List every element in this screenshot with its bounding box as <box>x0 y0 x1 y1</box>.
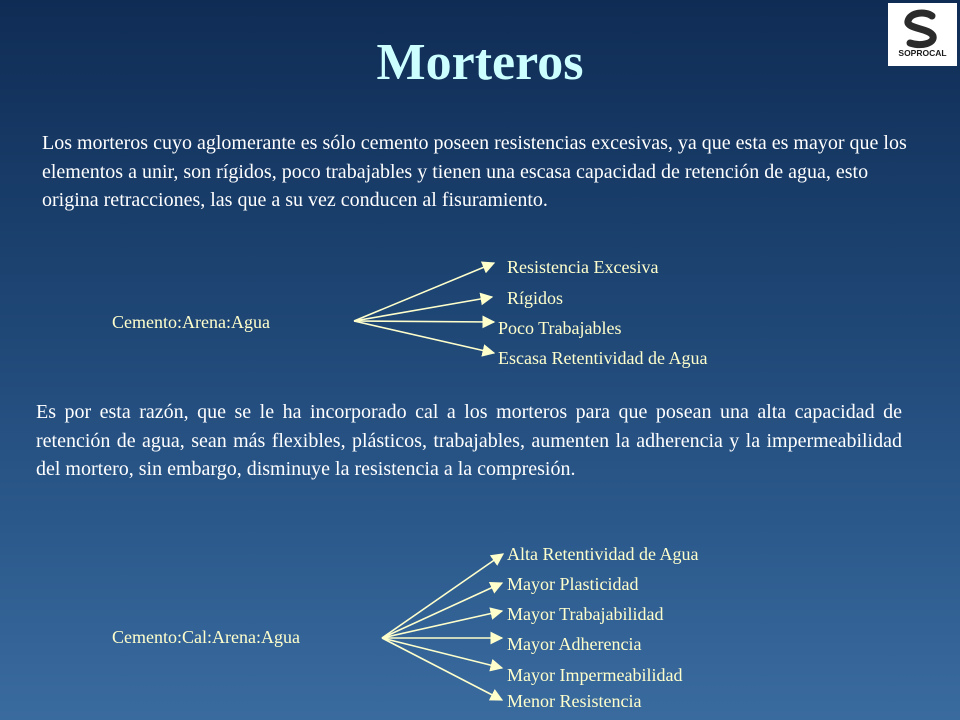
intro-paragraph: Los morteros cuyo aglomerante es sólo cemento poseen resistencias excesivas, ya que esta es mayor que los elementos a unir, son rígidos, poco trabajables y tienen una escasa capacidad de retención de agua, esto origina retracciones, las que a su vez conducen al fisuramiento. <box>42 132 907 211</box>
diagram2-target-3: Mayor Trabajabilidad <box>507 604 664 624</box>
logo-text: SOPROCAL <box>898 48 947 58</box>
diagram2-target-2: Mayor Plasticidad <box>507 574 639 594</box>
lime-paragraph: Es por esta razón, que se le ha incorporado cal a los morteros para que posean una alta capacidad de retención de agua, sean más flexibles, plásticos, trabajables, aumenten la adherencia y la impermeabilidad del mortero, sin embargo, disminuye la resistencia a la compresión. <box>36 401 902 480</box>
diagram1-arrows <box>354 263 494 353</box>
diagram2-arrow-2 <box>382 583 502 638</box>
page-title: Morteros <box>376 34 584 91</box>
diagram1-source: Cemento:Arena:Agua <box>112 312 270 332</box>
diagram1-target-4: Escasa Retentividad de Agua <box>498 348 708 368</box>
diagram1-arrow-2 <box>354 297 492 321</box>
diagram2-target-1: Alta Retentividad de Agua <box>507 544 699 564</box>
diagram1-arrow-3 <box>354 321 494 322</box>
diagram2-arrow-1 <box>382 554 503 638</box>
diagram2-arrow-6 <box>382 638 502 700</box>
diagram2-target-5: Mayor Impermeabilidad <box>507 665 683 685</box>
diagram1-arrow-4 <box>354 321 494 353</box>
diagram1-target-3: Poco Trabajables <box>498 318 622 338</box>
diagram1-target-2: Rígidos <box>507 288 564 308</box>
diagram1-target-1: Resistencia Excesiva <box>507 257 659 277</box>
diagram1-arrow-1 <box>354 263 494 321</box>
diagram2-target-6: Menor Resistencia <box>507 691 642 711</box>
diagram2-arrow-3 <box>382 611 502 638</box>
diagram2-source: Cemento:Cal:Arena:Agua <box>112 627 300 647</box>
diagram2-arrows <box>382 554 503 700</box>
diagram2-arrow-5 <box>382 638 502 668</box>
diagram2-target-4: Mayor Adherencia <box>507 634 642 654</box>
